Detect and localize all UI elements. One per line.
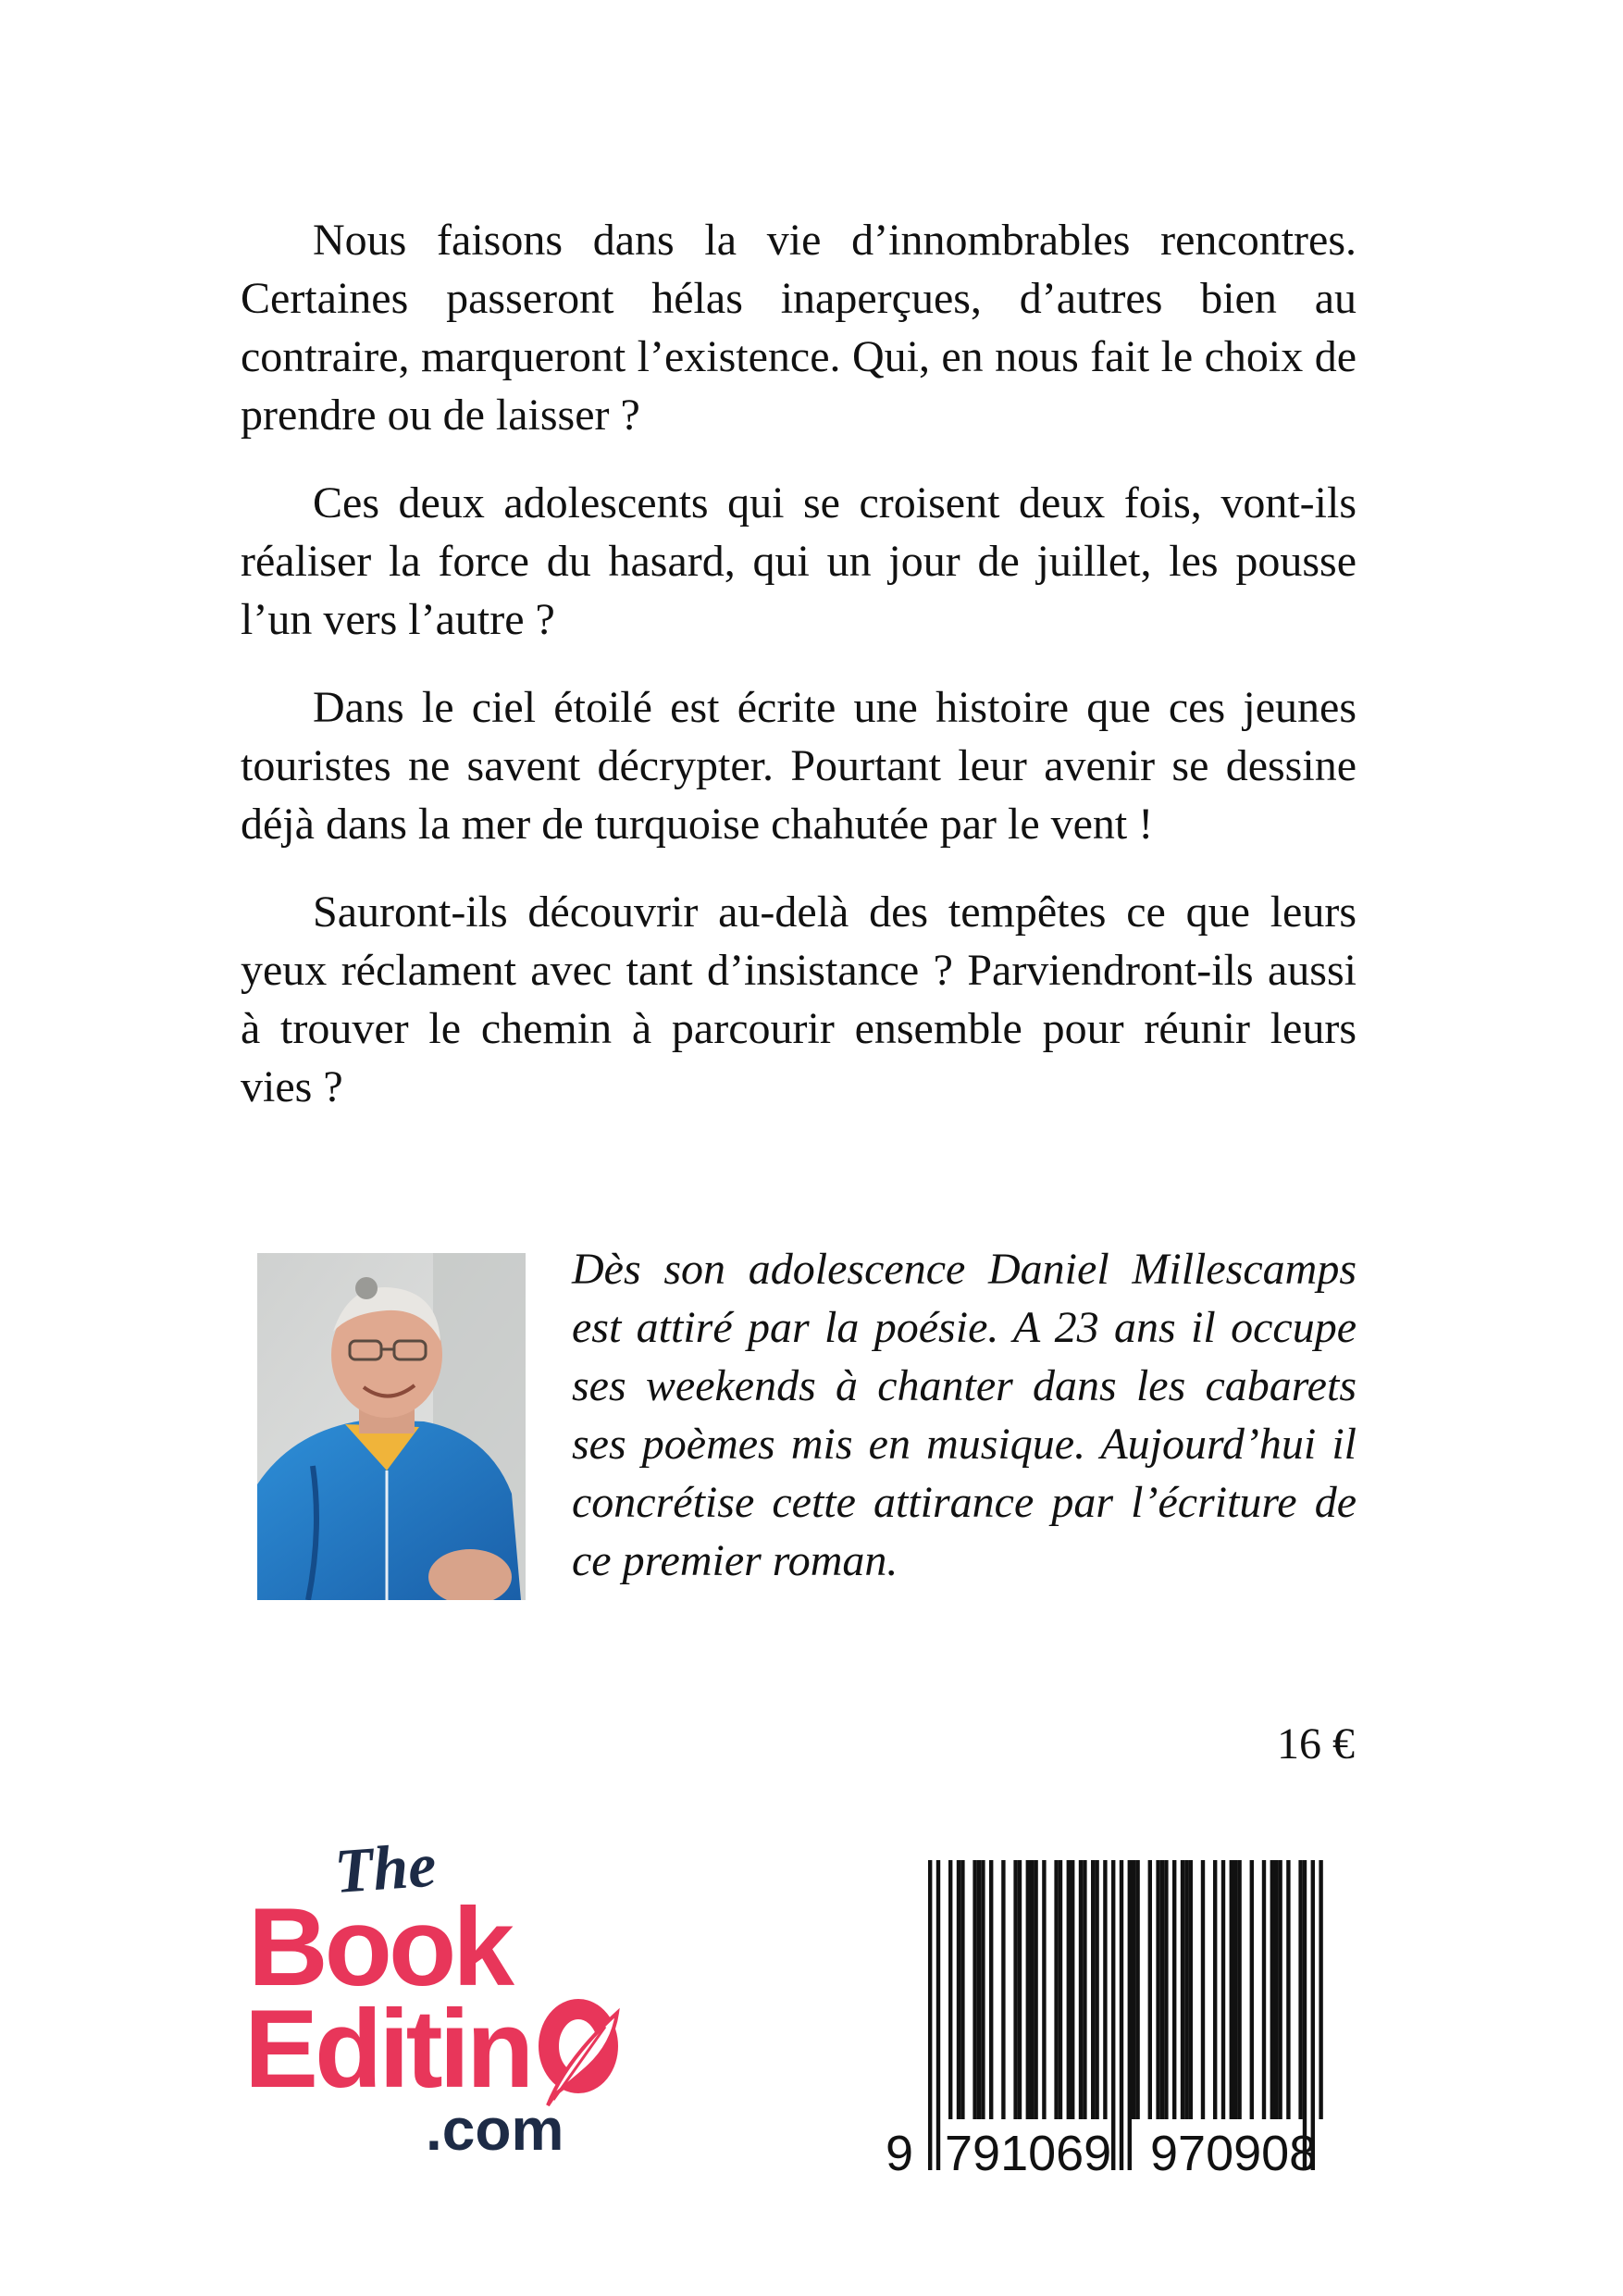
barcode-bar <box>1237 1860 1241 2119</box>
barcode-bar <box>981 1860 985 2119</box>
barcode-bar <box>1233 1860 1237 2119</box>
isbn-barcode <box>873 1860 1359 2175</box>
barcode-bar <box>1184 1860 1188 2119</box>
barcode-bar <box>1030 1860 1034 2119</box>
author-bio: Dès son adolescence Daniel Millescamps est attiré par la poésie. A 23 ans il occupe ses weekends à chanter dans les cabarets ses poèmes mis en musique. Aujourd’hui il concrétise cette attirance par l’écriture de ce premier roman. <box>572 1245 1357 1585</box>
barcode-bar <box>1091 1860 1095 2119</box>
barcode-bar <box>1079 1860 1083 2119</box>
barcode-bar <box>1230 1860 1233 2119</box>
barcode-bar <box>1270 1860 1274 2119</box>
barcode-bar <box>1103 1860 1107 2119</box>
barcode-bar <box>1042 1860 1046 2119</box>
barcode-bar <box>1303 1860 1307 2170</box>
barcode-bar <box>1034 1860 1037 2119</box>
barcode-bars <box>928 1860 1323 2170</box>
barcode-bar <box>1018 1860 1022 2119</box>
blurb-paragraph-2: Ces deux adolescents qui se croisent deux fois, vont-ils réaliser la force du hasard, qui un jour de juillet, les pousse l’un vers l’autre ? <box>241 478 1357 644</box>
barcode-bar <box>960 1860 964 2119</box>
logo-word-the: The <box>332 1837 439 1907</box>
barcode-left-group: 791069 <box>945 2126 1112 2175</box>
barcode-bar <box>1298 1860 1302 2119</box>
barcode-bar <box>1213 1860 1217 2119</box>
barcode-bar <box>1026 1860 1030 2119</box>
barcode-bar <box>1071 1860 1074 2119</box>
barcode-right-group: 970908 <box>1150 2126 1318 2175</box>
barcode-bar <box>1274 1860 1278 2119</box>
barcode-bar <box>1128 1860 1132 2170</box>
barcode-bar <box>957 1860 960 2119</box>
logo-quill-icon <box>548 2009 617 2105</box>
barcode-bar <box>1148 1860 1152 2119</box>
barcode-bar <box>1013 1860 1017 2119</box>
barcode-bar <box>936 1860 940 2170</box>
barcode-bar <box>1250 1860 1254 2119</box>
price-label: 16 € <box>1277 1719 1355 1769</box>
blurb-paragraph-4: Sauront-ils découvrir au-delà des tempêtes ce que leurs yeux réclament avec tant d’insistance ? Parviendront-ils aussi à trouver le chemin à parcourir ensemble pour réunir leurs vies ? <box>241 887 1357 1111</box>
barcode-bar <box>1083 1860 1086 2119</box>
blurb-paragraph-3: Dans le ciel étoilé est écrite une histoire que ces jeunes touristes ne savent décrypter. Pourtant leur avenir se dessine déjà dans la mer de turquoise chahutée par le vent ! <box>241 683 1357 849</box>
barcode-bar <box>1262 1860 1266 2119</box>
barcode-bar <box>1111 1860 1115 2170</box>
publisher-logo <box>242 1837 687 2156</box>
barcode-bar <box>948 1860 952 2119</box>
barcode-bar <box>1311 1860 1315 2170</box>
barcode-bar <box>977 1860 981 2119</box>
barcode-bar <box>1160 1860 1164 2119</box>
barcode-bar <box>1286 1860 1290 2119</box>
blurb-paragraph-1: Nous faisons dans la vie d’innombrables rencontres. Certaines passeront hélas inaperçues, d’autres bien au contraire, marqueront l’existence. Qui, en nous fait le choix de prendre ou de laisser ? <box>241 216 1357 440</box>
barcode-bar <box>1172 1860 1176 2119</box>
barcode-bar <box>1120 1860 1123 2170</box>
logo-word-edition <box>244 1987 530 2111</box>
barcode-bar <box>1221 1860 1225 2119</box>
barcode-bar <box>1319 1860 1322 2119</box>
logo-word-edition-end: n <box>465 1987 531 2111</box>
back-cover-blurb <box>241 211 1357 1146</box>
barcode-bar <box>1278 1860 1282 2119</box>
barcode-bar <box>1181 1860 1184 2119</box>
logo-word-book: Book <box>248 1885 511 2009</box>
barcode-bar <box>1059 1860 1062 2119</box>
barcode-bar <box>1201 1860 1205 2119</box>
barcode-bar <box>1001 1860 1005 2119</box>
logo-word-edition-start: Editi <box>244 1987 466 2111</box>
barcode-bar <box>973 1860 976 2119</box>
barcode-bar <box>1054 1860 1058 2119</box>
barcode-bar <box>1135 1860 1139 2119</box>
barcode-bar <box>1156 1860 1159 2119</box>
barcode-bar <box>1189 1860 1193 2119</box>
author-photo <box>257 1253 526 1600</box>
logo-word-com: .com <box>426 2096 564 2156</box>
barcode-lead-digit: 9 <box>886 2126 914 2175</box>
barcode-bar <box>1132 1860 1135 2119</box>
barcode-bar <box>928 1860 932 2170</box>
barcode-bar <box>1164 1860 1168 2119</box>
barcode-bar <box>1067 1860 1071 2119</box>
barcode-bar <box>1095 1860 1098 2119</box>
barcode-bar <box>989 1860 993 2119</box>
